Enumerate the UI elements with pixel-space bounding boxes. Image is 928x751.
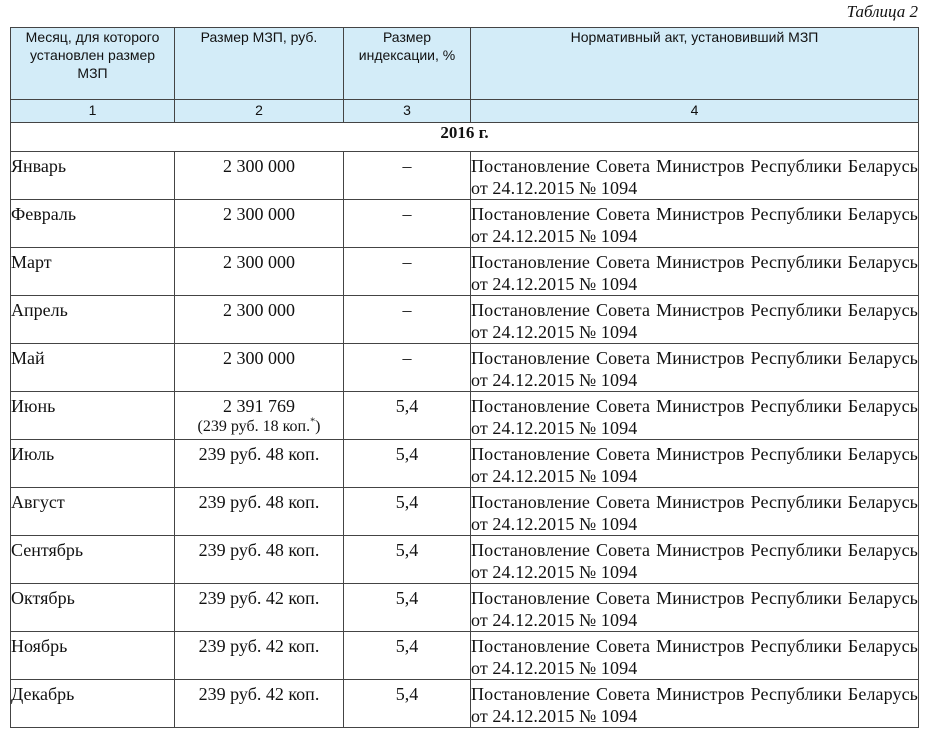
table-row xyxy=(11,296,919,344)
column-number: 2 xyxy=(175,100,344,123)
act-cell: Постановление Совета Министров Республики Беларусь от 24.12.2015 № 1094 xyxy=(471,152,919,200)
amount-cell xyxy=(175,200,344,248)
act-cell: Постановление Совета Министров Республики Беларусь от 24.12.2015 № 1094 xyxy=(471,248,919,296)
header-index: Размер индексации, % xyxy=(344,28,471,100)
month-cell: Декабрь xyxy=(11,680,175,728)
index-cell: 5,4 xyxy=(344,632,471,680)
header-month: Месяц, для которого установлен размер МЗП xyxy=(11,28,175,100)
index-cell: – xyxy=(344,152,471,200)
table-row xyxy=(11,248,919,296)
act-cell: Постановление Совета Министров Республики Беларусь от 24.12.2015 № 1094 xyxy=(471,536,919,584)
amount-cell xyxy=(175,152,344,200)
index-cell: – xyxy=(344,296,471,344)
month-cell: Август xyxy=(11,488,175,536)
table-row xyxy=(11,632,919,680)
index-cell: 5,4 xyxy=(344,440,471,488)
column-number-row xyxy=(11,100,919,123)
index-cell: 5,4 xyxy=(344,584,471,632)
act-cell: Постановление Совета Министров Республики Беларусь от 24.12.2015 № 1094 xyxy=(471,392,919,440)
header-row xyxy=(11,28,919,100)
table-row xyxy=(11,584,919,632)
mzp-table xyxy=(10,27,919,728)
amount-cell xyxy=(175,344,344,392)
amount-value: 2 300 000 xyxy=(223,348,295,368)
month-cell: Июль xyxy=(11,440,175,488)
month-cell: Июнь xyxy=(11,392,175,440)
month-cell: Ноябрь xyxy=(11,632,175,680)
year-row xyxy=(11,123,919,152)
act-cell: Постановление Совета Министров Республики Беларусь от 24.12.2015 № 1094 xyxy=(471,680,919,728)
month-cell: Октябрь xyxy=(11,584,175,632)
index-cell: 5,4 xyxy=(344,680,471,728)
amount-cell xyxy=(175,440,344,488)
act-cell: Постановление Совета Министров Республики Беларусь от 24.12.2015 № 1094 xyxy=(471,200,919,248)
amount-cell xyxy=(175,392,344,440)
year-label: 2016 г. xyxy=(11,123,919,152)
index-cell: – xyxy=(344,248,471,296)
month-cell: Май xyxy=(11,344,175,392)
index-cell: 5,4 xyxy=(344,536,471,584)
amount-cell xyxy=(175,488,344,536)
amount-value: 2 391 769 xyxy=(223,396,295,416)
table-row xyxy=(11,152,919,200)
index-cell: 5,4 xyxy=(344,488,471,536)
amount-value: 239 руб. 42 коп. xyxy=(198,588,320,608)
header-act: Нормативный акт, установивший МЗП xyxy=(471,28,919,100)
index-cell: – xyxy=(344,200,471,248)
amount-value: 2 300 000 xyxy=(223,300,295,320)
month-cell: Сентябрь xyxy=(11,536,175,584)
amount-value: 239 руб. 42 коп. xyxy=(198,636,320,656)
act-cell: Постановление Совета Министров Республики Беларусь от 24.12.2015 № 1094 xyxy=(471,344,919,392)
table-row xyxy=(11,200,919,248)
act-cell: Постановление Совета Министров Республики Беларусь от 24.12.2015 № 1094 xyxy=(471,584,919,632)
act-cell: Постановление Совета Министров Республики Беларусь от 24.12.2015 № 1094 xyxy=(471,488,919,536)
footnote-marker: * xyxy=(310,416,316,428)
month-cell: Апрель xyxy=(11,296,175,344)
amount-cell xyxy=(175,584,344,632)
amount-note: (239 руб. 18 коп.*) xyxy=(197,416,321,435)
amount-value: 2 300 000 xyxy=(223,156,295,176)
table-caption: Таблица 2 xyxy=(846,2,918,21)
table-row xyxy=(11,392,919,440)
month-cell: Январь xyxy=(11,152,175,200)
amount-value: 2 300 000 xyxy=(223,252,295,272)
table-row xyxy=(11,536,919,584)
month-cell: Март xyxy=(11,248,175,296)
amount-note-text: (239 руб. 18 коп. xyxy=(197,418,311,435)
table-row xyxy=(11,344,919,392)
act-cell: Постановление Совета Министров Республики Беларусь от 24.12.2015 № 1094 xyxy=(471,632,919,680)
column-number: 1 xyxy=(11,100,175,123)
table-row xyxy=(11,680,919,728)
amount-value: 239 руб. 48 коп. xyxy=(198,540,320,560)
table-row xyxy=(11,440,919,488)
amount-value: 239 руб. 42 коп. xyxy=(198,684,320,704)
amount-value: 2 300 000 xyxy=(223,204,295,224)
act-cell: Постановление Совета Министров Республики Беларусь от 24.12.2015 № 1094 xyxy=(471,440,919,488)
amount-value: 239 руб. 48 коп. xyxy=(198,444,320,464)
column-number: 4 xyxy=(471,100,919,123)
amount-cell xyxy=(175,248,344,296)
amount-cell xyxy=(175,296,344,344)
amount-cell xyxy=(175,680,344,728)
amount-cell xyxy=(175,536,344,584)
header-amount: Размер МЗП, руб. xyxy=(175,28,344,100)
index-cell: 5,4 xyxy=(344,392,471,440)
column-number: 3 xyxy=(344,100,471,123)
index-cell: – xyxy=(344,344,471,392)
amount-cell xyxy=(175,632,344,680)
table-row xyxy=(11,488,919,536)
amount-value: 239 руб. 48 коп. xyxy=(198,492,320,512)
act-cell: Постановление Совета Министров Республики Беларусь от 24.12.2015 № 1094 xyxy=(471,296,919,344)
month-cell: Февраль xyxy=(11,200,175,248)
